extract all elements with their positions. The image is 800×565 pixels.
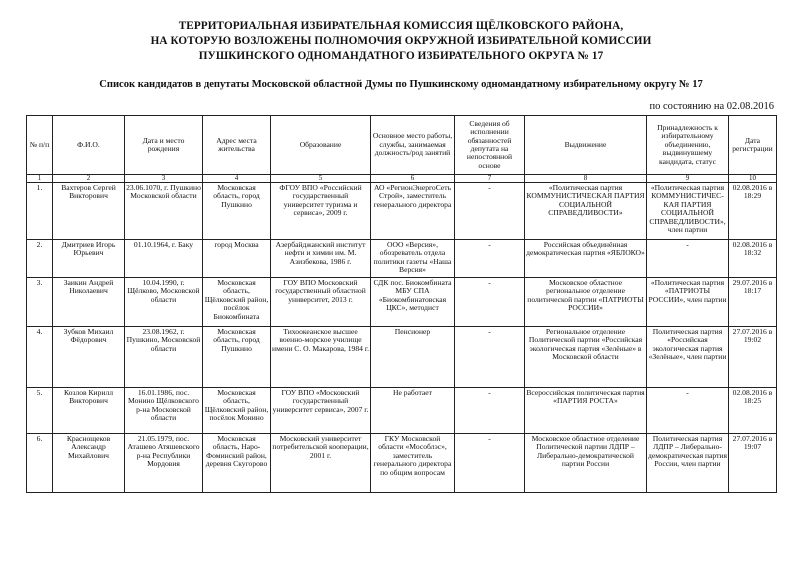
header-cell: Основное место работы, службы, занимаемая должность/род занятий [371, 116, 455, 175]
registration-date: 27.07.2016 в 19:07 [729, 434, 777, 493]
candidate-name: Козлов Кирилл Викторович [53, 388, 125, 434]
deputy-duties: - [455, 183, 525, 240]
education: Азербайджанский институт нефти и химии им. М. Азизбекова, 1986 г. [271, 240, 371, 278]
education: ГОУ ВПО Московский государственный областной университет, 2013 г. [271, 278, 371, 327]
residence: Московская область, город Пушкино [203, 183, 271, 240]
registration-date: 27.07.2016 в 19:02 [729, 327, 777, 388]
row-number: 4. [27, 327, 53, 388]
education: Тихоокеанское высшее военно-морское училище имени С. О. Макарова, 1984 г. [271, 327, 371, 388]
workplace: Пенсионер [371, 327, 455, 388]
nomination: Московское областное отделение Политической партии ЛДПР – Либерально-демократической партии России [525, 434, 647, 493]
workplace: АО «РегионЭнергоСеть Строй», заместитель генерального директора [371, 183, 455, 240]
birth-info: 21.05.1979, пос. Аташево Атяшевского р-на Республики Мордовия [125, 434, 203, 493]
nomination: Московское областное региональное отделение политической партии «ПАТРИОТЫ РОССИИ» [525, 278, 647, 327]
header-row [27, 116, 777, 175]
candidates-table [26, 115, 777, 493]
table-row [27, 327, 777, 388]
column-number: 4 [203, 175, 271, 183]
column-number: 10 [729, 175, 777, 183]
as-of-date: по состоянию на 02.08.2016 [649, 101, 774, 112]
header-cell: Образование [271, 116, 371, 175]
header-cell: Ф.И.О. [53, 116, 125, 175]
residence: Московская область, Наро-Фоминский район, деревня Скугорово [203, 434, 271, 493]
candidate-name: Заикин Андрей Николаевич [53, 278, 125, 327]
table-row [27, 434, 777, 493]
table-row [27, 240, 777, 278]
deputy-duties: - [455, 327, 525, 388]
table-row [27, 388, 777, 434]
commission-heading [26, 0, 776, 64]
candidate-name: Вахтеров Сергей Викторович [53, 183, 125, 240]
heading-line-3: ПУШКИНСКОГО ОДНОМАНДАТНОГО ИЗБИРАТЕЛЬНОГО ОКРУГА № 17 [198, 50, 604, 62]
birth-info: 16.01.1986, пос. Монино Щёлковского р-на Московской области [125, 388, 203, 434]
deputy-duties: - [455, 388, 525, 434]
list-subtitle: Список кандидатов в депутаты Московской областной Думы по Пушкинскому одномандатному избирательному округу № 17 [99, 79, 703, 90]
workplace: Не работает [371, 388, 455, 434]
residence: Московская область, Щёлковский район, посёлок Биокомбината [203, 278, 271, 327]
candidate-name: Зубков Михаил Фёдорович [53, 327, 125, 388]
nomination: Региональное отделение Политической партии «Российская экологическая партия «Зелёные» в Московской области [525, 327, 647, 388]
candidate-name: Дмитриев Игорь Юрьевич [53, 240, 125, 278]
table-row [27, 278, 777, 327]
deputy-duties: - [455, 434, 525, 493]
column-number: 9 [647, 175, 729, 183]
workplace: ГКУ Московской области «Мособлэс», заместитель генерального директора по общим вопросам [371, 434, 455, 493]
residence: Московская область, Щёлковский район, посёлок Монино [203, 388, 271, 434]
row-number: 2. [27, 240, 53, 278]
education: ФГОУ ВПО «Российский государственный университет туризма и сервиса», 2009 г. [271, 183, 371, 240]
row-number: 1. [27, 183, 53, 240]
header-cell: Сведения об исполнении обязанностей депутата на непостоянной основе [455, 116, 525, 175]
birth-info: 23.06.1070, г. Пушкино Московской области [125, 183, 203, 240]
column-number: 8 [525, 175, 647, 183]
table-row [27, 183, 777, 240]
birth-info: 23.08.1962, г. Пушкино, Московской области [125, 327, 203, 388]
header-cell: Адрес места жительства [203, 116, 271, 175]
party-affiliation: Политическая партия «Российская экологическая партия «Зелёные», член партии [647, 327, 729, 388]
party-affiliation: «Политическая партия КОММУНИСТИЧЕС-КАЯ ПАРТИЯ СОЦИАЛЬНОЙ СПРАВЕДЛИВОСТИ», член партии [647, 183, 729, 240]
birth-info: 10.04.1990, г. Щёлково, Московской области [125, 278, 203, 327]
nomination: Российская объединённая демократическая партия «ЯБЛОКО» [525, 240, 647, 278]
registration-date: 02.08.2016 в 18:32 [729, 240, 777, 278]
party-affiliation: Политическая партия ЛДПР – Либерально-демократическая партия России, член партии [647, 434, 729, 493]
row-number: 3. [27, 278, 53, 327]
registration-date: 29.07.2016 в 18:17 [729, 278, 777, 327]
column-number: 7 [455, 175, 525, 183]
deputy-duties: - [455, 240, 525, 278]
nomination: «Политическая партия КОММУНИСТИЧЕСКАЯ ПАРТИЯ СОЦИАЛЬНОЙ СПРАВЕДЛИВОСТИ» [525, 183, 647, 240]
column-number: 1 [27, 175, 53, 183]
header-cell: № п/п [27, 116, 53, 175]
party-affiliation: - [647, 240, 729, 278]
residence: Московская область, город Пушкино [203, 327, 271, 388]
party-affiliation: - [647, 388, 729, 434]
workplace: ООО «Версия», обозреватель отдела политики газеты «Наша Версия» [371, 240, 455, 278]
workplace: СДК пос. Биокомбината МБУ СПА «Биокомбинатовская ЦКС», методист [371, 278, 455, 327]
column-number: 3 [125, 175, 203, 183]
row-number: 6. [27, 434, 53, 493]
education: Московский университет потребительской кооперации, 2001 г. [271, 434, 371, 493]
party-affiliation: «Политическая партия «ПАТРИОТЫ РОССИИ», член партии [647, 278, 729, 327]
heading-line-2: НА КОТОРУЮ ВОЗЛОЖЕНЫ ПОЛНОМОЧИЯ ОКРУЖНОЙ ИЗБИРАТЕЛЬНОЙ КОМИССИИ [150, 35, 652, 47]
heading-line-1: ТЕРРИТОРИАЛЬНАЯ ИЗБИРАТЕЛЬНАЯ КОМИССИЯ ЩЁЛКОВСКОГО РАЙОНА, [178, 20, 624, 32]
column-number-row [27, 175, 777, 183]
residence: город Москва [203, 240, 271, 278]
header-cell: Дата регистрации [729, 116, 777, 175]
deputy-duties: - [455, 278, 525, 327]
nomination: Всероссийская политическая партия «ПАРТИЯ РОСТА» [525, 388, 647, 434]
column-number: 5 [271, 175, 371, 183]
header-cell: Дата и место рождения [125, 116, 203, 175]
column-number: 2 [53, 175, 125, 183]
row-number: 5. [27, 388, 53, 434]
birth-info: 01.10.1964, г. Баку [125, 240, 203, 278]
education: ГОУ ВПО «Московский государственный университет сервиса», 2007 г. [271, 388, 371, 434]
header-cell: Принадлежность к избирательному объединению, выдвинувшему кандидата, статус [647, 116, 729, 175]
candidate-name: Краснощеков Александр Михайлович [53, 434, 125, 493]
registration-date: 02.08.2016 в 18:25 [729, 388, 777, 434]
column-number: 6 [371, 175, 455, 183]
registration-date: 02.08.2016 в 18:29 [729, 183, 777, 240]
header-cell: Выдвижение [525, 116, 647, 175]
